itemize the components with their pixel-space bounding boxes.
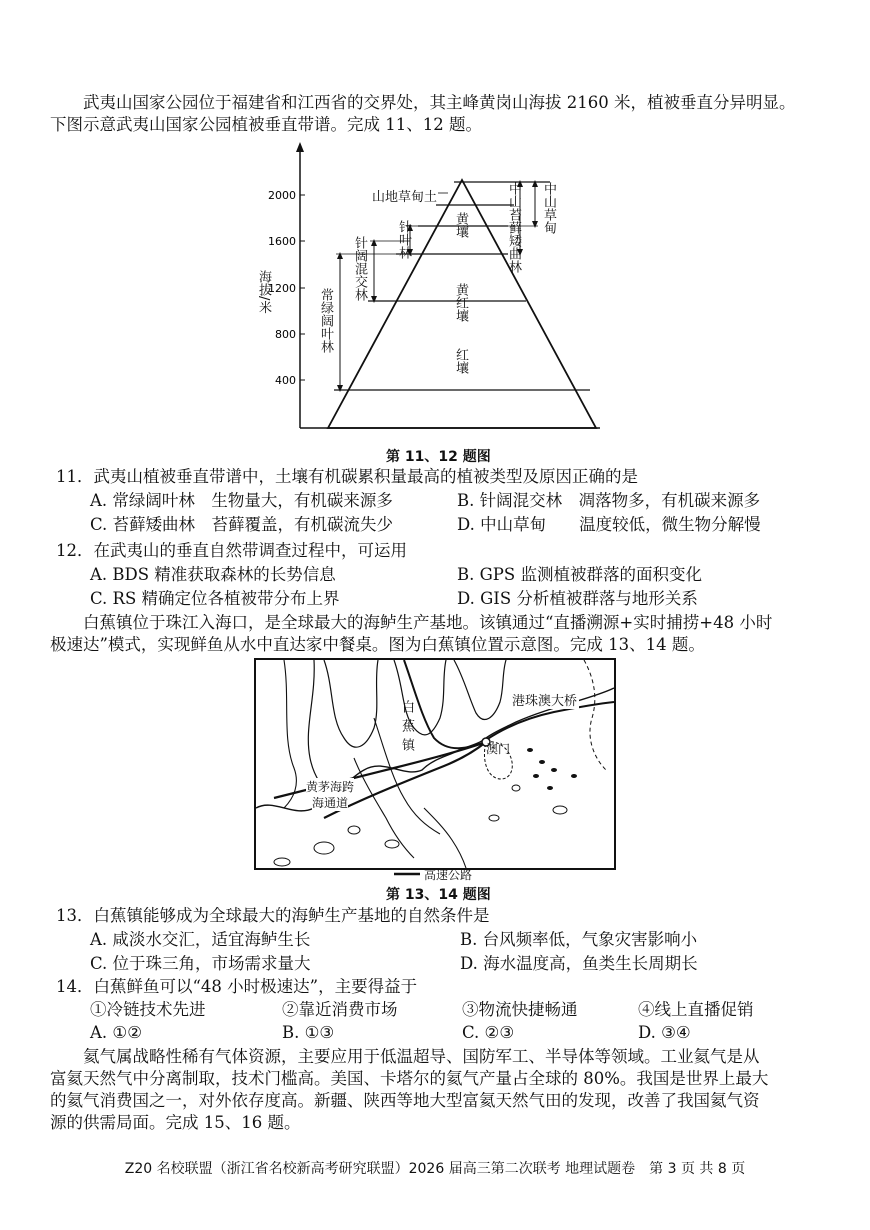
- ytick-800: 800: [275, 328, 296, 341]
- q14-statement-1: ①冷链技术先进: [90, 1000, 206, 1019]
- q13-option-a[interactable]: A. 咸淡水交汇，适宜海鲈生长: [90, 930, 311, 949]
- q12-option-d[interactable]: D. GIS 分析植被群落与地形关系: [457, 589, 698, 608]
- label-tunnel-1: 黄茅海跨: [306, 780, 355, 794]
- q14-option-b[interactable]: B. ①③: [282, 1023, 335, 1042]
- label-yellow-red-soil: 黄红壤: [453, 283, 468, 322]
- q13-option-d[interactable]: D. 海水温度高，鱼类生长周期长: [460, 954, 698, 973]
- q14-option-a[interactable]: A. ①②: [90, 1023, 142, 1042]
- q14-statement-2: ②靠近消费市场: [282, 1000, 398, 1019]
- q14-stem: 14．白蕉鲜鱼可以“48 小时极速达”，主要得益于: [56, 977, 418, 996]
- vegetation-zone-diagram: [250, 140, 620, 440]
- q11-option-c[interactable]: C. 苔藓矮曲林 苔藓覆盖，有机碳流失少: [90, 515, 394, 534]
- q12-stem: 12．在武夷山的垂直自然带调查过程中，可运用: [56, 541, 407, 560]
- fig1-caption: 第 11、12 题图: [386, 449, 491, 465]
- q14-statement-3: ③物流快捷畅通: [462, 1000, 578, 1019]
- intro2-line1: 白蕉镇位于珠江入海口，是全球最大的海鲈生产基地。该镇通过“直播溯源+实时捕捞+48 小时: [83, 613, 773, 632]
- intro3-line4: 源的供需局面。完成 15、16 题。: [50, 1113, 301, 1132]
- label-meadow: 中山草甸: [541, 182, 556, 234]
- q13-stem: 13．白蕉镇能够成为全球最大的海鲈生产基地的自然条件是: [56, 906, 490, 925]
- intro2-line2: 极速达”模式，实现鲜鱼从水中直达家中餐桌。图为白蕉镇位置示意图。完成 13、14 题。: [50, 635, 705, 654]
- intro3-line1: 氦气属战略性稀有气体资源，主要应用于低温超导、国防军工、半导体等领域。工业氦气是从: [83, 1047, 760, 1066]
- q13-option-b[interactable]: B. 台风频率低，气象灾害影响小: [460, 930, 698, 949]
- y-axis-label: 海拔/米: [256, 270, 271, 314]
- fig2-caption: 第 13、14 题图: [386, 887, 491, 903]
- intro3-line2: 富氦天然气中分离制取，技术门槛高。美国、卡塔尔的氦气产量占全球的 80%。我国是世界上最大: [50, 1069, 769, 1088]
- label-evergreen: 常绿阔叶林: [318, 288, 333, 353]
- q12-option-b[interactable]: B. GPS 监测植被群落的面积变化: [457, 565, 702, 584]
- intro3-line3: 的氦气消费国之一，对外依存度高。新疆、陕西等地大型富氦天然气田的发现，改善了我国氦气资: [50, 1091, 760, 1110]
- q11-stem: 11．武夷山植被垂直带谱中，土壤有机碳累积量最高的植被类型及原因正确的是: [56, 467, 638, 486]
- label-yellow-soil: 黄壤: [453, 212, 468, 238]
- q13-option-c[interactable]: C. 位于珠三角，市场需求量大: [90, 954, 311, 973]
- label-meadow-soil: 山地草甸土: [372, 190, 438, 205]
- ytick-1600: 1600: [268, 235, 296, 248]
- q14-option-c[interactable]: C. ②③: [462, 1023, 515, 1042]
- q14-statement-4: ④线上直播促销: [638, 1000, 754, 1019]
- q11-option-d[interactable]: D. 中山草甸 温度较低，微生物分解慢: [457, 515, 761, 534]
- page-footer: Z20 名校联盟（浙江省名校新高考研究联盟）2026 届高三第二次联考 地理试题卷 第 3 页 共 8 页: [124, 1161, 746, 1177]
- intro1-line1: 武夷山国家公园位于福建省和江西省的交界处，其主峰黄岗山海拔 2160 米，植被垂直分异明显。: [83, 93, 796, 112]
- label-hzm-bridge: 港珠澳大桥: [510, 690, 579, 709]
- q12-option-a[interactable]: A. BDS 精准获取森林的长势信息: [90, 565, 336, 584]
- intro1-line2: 下图示意武夷山国家公园植被垂直带谱。完成 11、12 题。: [50, 115, 482, 134]
- label-conifer: 针叶林: [396, 220, 411, 259]
- label-macau: 澳门: [486, 742, 511, 756]
- q11-option-a[interactable]: A. 常绿阔叶林 生物量大，有机碳来源多: [90, 491, 393, 510]
- q14-option-d[interactable]: D. ③④: [638, 1023, 691, 1042]
- ytick-1200: 1200: [268, 282, 296, 295]
- label-red-soil: 红壤: [453, 348, 468, 374]
- label-mixed: 针阔混交林: [352, 236, 367, 301]
- q12-option-c[interactable]: C. RS 精确定位各植被带分布上界: [90, 589, 340, 608]
- q11-option-b[interactable]: B. 针阔混交林 凋落物多，有机碳来源多: [457, 491, 761, 510]
- label-dwarf-forest: 中山苔藓矮曲林: [506, 182, 521, 273]
- ytick-2000: 2000: [268, 189, 296, 202]
- label-baijiao-town: 白蕉镇: [399, 700, 414, 757]
- y-axis-arrow: [296, 142, 304, 152]
- label-tunnel-2: 海通道: [312, 796, 349, 810]
- ytick-400: 400: [275, 374, 296, 387]
- legend-highway-label: 高速公路: [424, 868, 473, 882]
